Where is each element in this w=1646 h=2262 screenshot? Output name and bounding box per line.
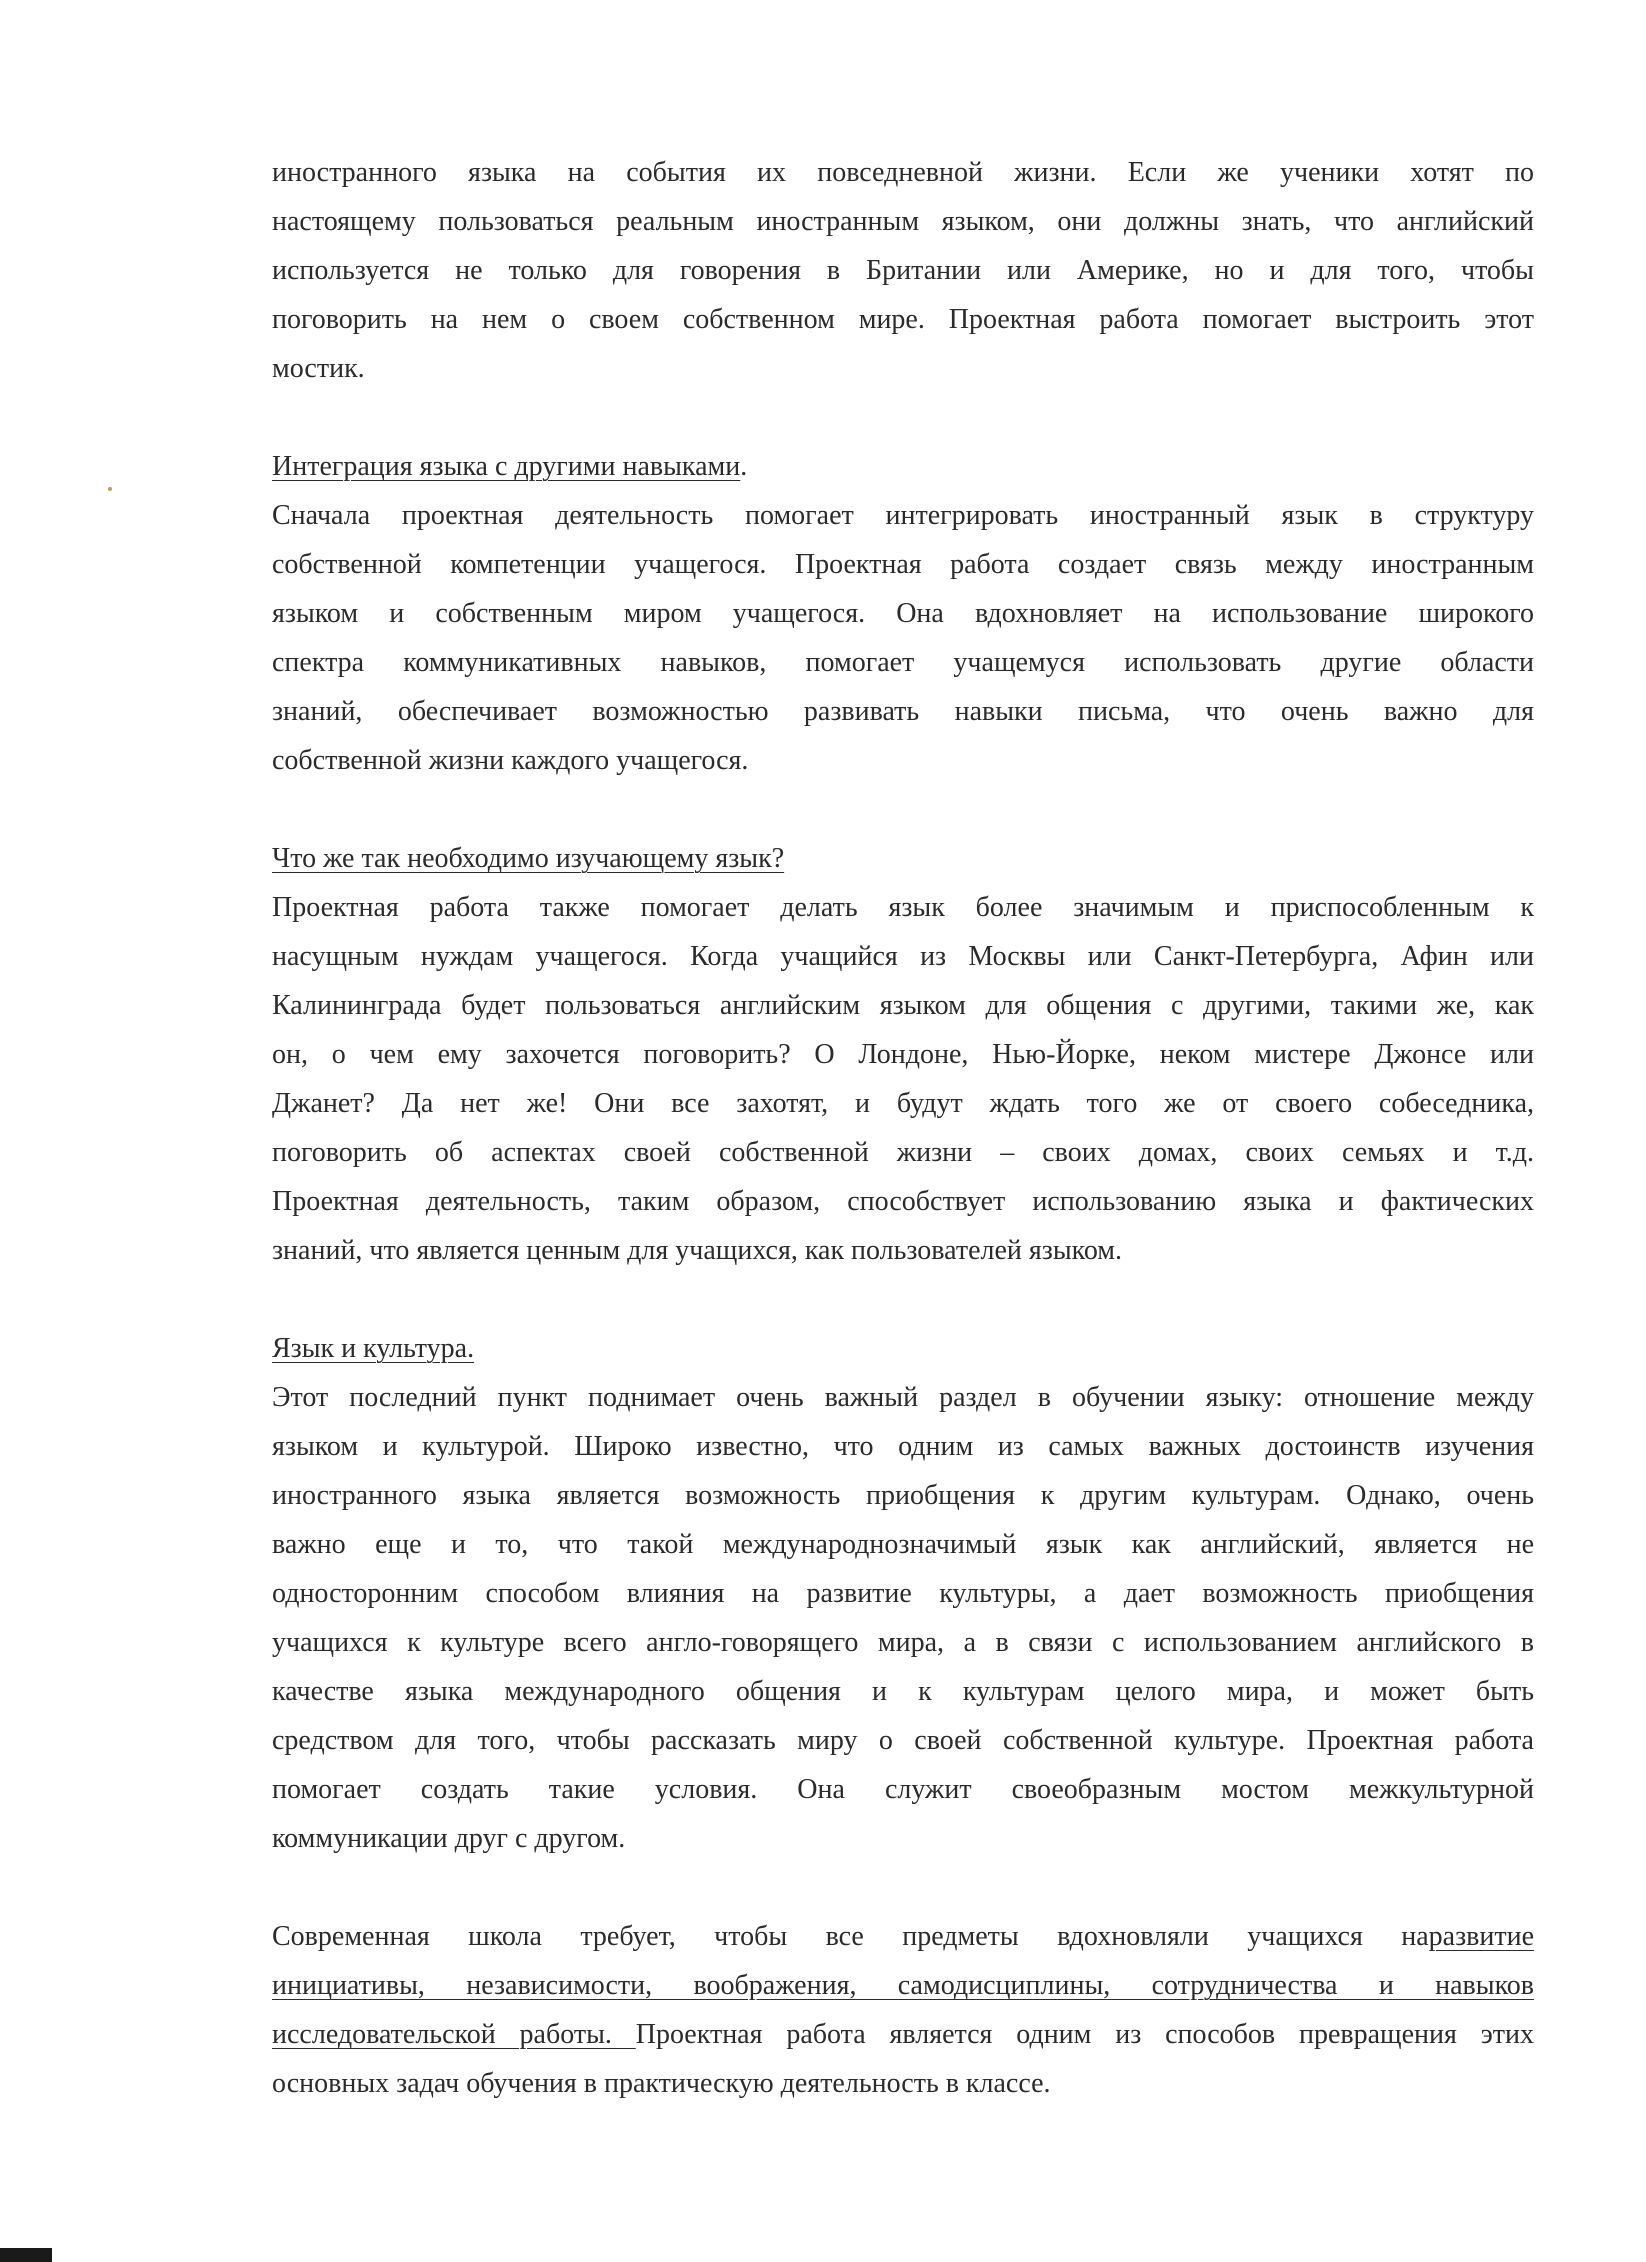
paragraph-line: иностранного языка является возможность приобщения к другим культурам. Однако, очень: [272, 1480, 1534, 1511]
closing-underlined-text: исследовательской работы.: [272, 2019, 636, 2050]
closing-text: Проектная работа является одним из способов превращения этих: [635, 2019, 1534, 2050]
paragraph-line: [272, 1961, 1534, 2010]
intro-paragraph: [272, 148, 1534, 393]
paragraph-line: знаний, обеспечивает возможностью развивать навыки письма, что очень важно для: [272, 696, 1534, 727]
closing-underlined-text: развитие: [1428, 1921, 1534, 1952]
paragraph-line: односторонним способом влияния на развитие культуры, а дает возможность приобщения: [272, 1578, 1534, 1609]
document-body: [272, 148, 1534, 2108]
section-integration: [272, 442, 1534, 785]
paragraph-line: средством для того, чтобы рассказать миру о своей собственной культуре. Проектная работа: [272, 1725, 1534, 1756]
paragraph-line: собственной компетенции учащегося. Проектная работа создает связь между иностранным: [272, 549, 1534, 580]
paragraph-line: коммуникации друг с другом.: [272, 1823, 626, 1854]
paragraph-line: насущным нуждам учащегося. Когда учащийся из Москвы или Санкт-Петербурга, Афин или: [272, 941, 1534, 972]
section-heading: [272, 442, 1534, 491]
paragraph-line: языком и культурой. Широко известно, что одним из самых важных достоинств изучения: [272, 1431, 1534, 1462]
section-learner-needs: [272, 834, 1534, 1275]
paragraph-line: настоящему пользоваться реальным иностранным языком, они должны знать, что английский: [272, 206, 1534, 237]
paragraph-line: основных задач обучения в практическую деятельность в классе.: [272, 2068, 1051, 2099]
closing-text: Современная школа требует, чтобы все предметы вдохновляли учащихся на: [272, 1921, 1429, 1952]
paragraph-line: Калининграда будет пользоваться английским языком для общения с другими, такими же, как: [272, 990, 1534, 1021]
paragraph-line: собственной жизни каждого учащегося.: [272, 745, 749, 776]
section-heading: Язык и культура.: [272, 1333, 475, 1364]
paragraph-line: иностранного языка на события их повседневной жизни. Если же ученики хотят по: [272, 157, 1534, 188]
section-heading-text: Интеграция языка с другими навыками: [272, 451, 741, 482]
paragraph-line: языком и собственным миром учащегося. Она вдохновляет на использование широкого: [272, 598, 1534, 629]
paragraph-line: поговорить на нем о своем собственном мире. Проектная работа помогает выстроить этот: [272, 304, 1534, 335]
paragraph-line: Сначала проектная деятельность помогает интегрировать иностранный язык в структуру: [272, 500, 1534, 531]
paragraph-line: Проектная работа также помогает делать язык более значимым и приспособленным к: [272, 892, 1534, 923]
section-language-culture: [272, 1324, 1534, 1863]
closing-underlined-text: инициативы, независимости, воображения, самодисциплины, сотрудничества и навыков: [272, 1970, 1534, 2001]
paragraph-line: учащихся к культуре всего англо-говорящего мира, а в связи с использованием английского в: [272, 1627, 1534, 1658]
paragraph-line: важно еще и то, что такой международнозначимый язык как английский, является не: [272, 1529, 1534, 1560]
closing-paragraph: [272, 1912, 1534, 2108]
paragraph-line: поговорить об аспектах своей собственной жизни – своих домах, своих семьях и т.д.: [272, 1137, 1534, 1168]
paragraph-line: Этот последний пункт поднимает очень важный раздел в обучении языку: отношение между: [272, 1382, 1534, 1413]
paragraph-line: [272, 1912, 1534, 1961]
paragraph-line: [272, 2010, 1534, 2059]
scan-speck: [108, 487, 112, 491]
paragraph-line: помогает создать такие условия. Она служит своеобразным мостом межкультурной: [272, 1774, 1534, 1805]
paragraph-line: знаний, что является ценным для учащихся, как пользователей языком.: [272, 1235, 1123, 1266]
paragraph-line: Проектная деятельность, таким образом, способствует использованию языка и фактических: [272, 1186, 1534, 1217]
paragraph-line: качестве языка международного общения и к культурам целого мира, и может быть: [272, 1676, 1534, 1707]
paragraph-line: мостик.: [272, 353, 365, 384]
paragraph-line: он, о чем ему захочется поговорить? О Лондоне, Нью-Йорке, неком мистере Джонсе или: [272, 1039, 1534, 1070]
paragraph-line: спектра коммуникативных навыков, помогает учащемуся использовать другие области: [272, 647, 1534, 678]
section-heading: Что же так необходимо изучающему язык?: [272, 843, 785, 874]
section-heading-period: .: [740, 451, 748, 482]
paragraph-line: используется не только для говорения в Британии или Америке, но и для того, чтобы: [272, 255, 1534, 286]
paragraph-line: Джанет? Да нет же! Они все захотят, и будут ждать того же от своего собеседника,: [272, 1088, 1534, 1119]
scan-edge-mark: [0, 2248, 52, 2262]
